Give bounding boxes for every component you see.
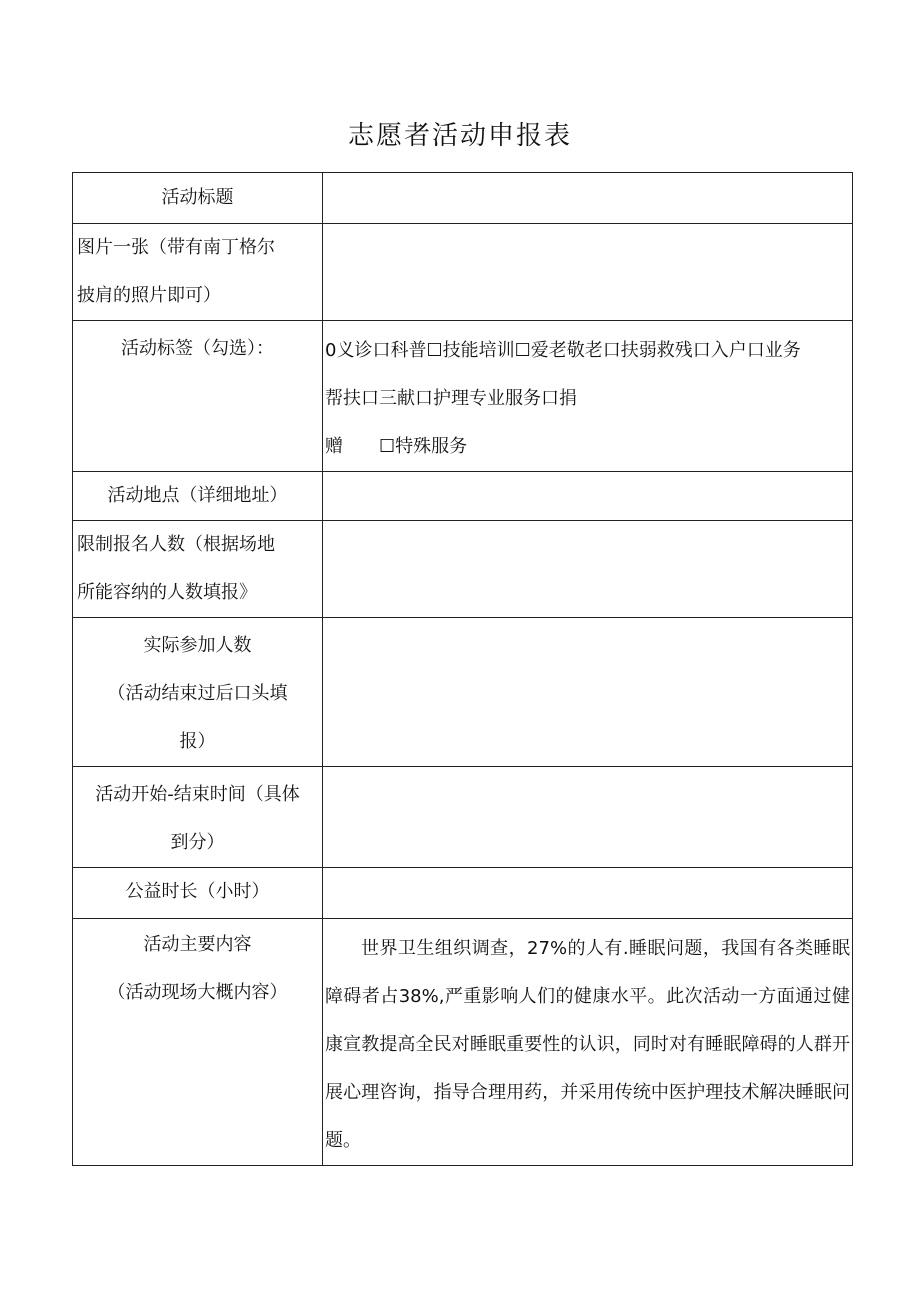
hours-label: 公益时长（小时） <box>125 881 270 902</box>
photo-label: 图片一张（带有南丁格尔 披肩的照片即可） <box>77 237 275 306</box>
time-label: 活动开始-结束时间（具体 到分） <box>95 784 300 853</box>
tags-options <box>323 321 852 471</box>
label-cell-content <box>73 919 323 1166</box>
location-label: 活动地点（详细地址） <box>107 485 288 506</box>
row-activity-title <box>73 173 853 224</box>
label-cell-time <box>73 767 323 868</box>
row-location <box>73 472 853 521</box>
limit-label: 限制报名人数（根据场地 所能容纳的人数填报》 <box>77 534 275 603</box>
application-form-table <box>72 172 853 1166</box>
tags-options-line-2[interactable]: 帮扶口三献口护理专业服务口捐 <box>325 388 577 409</box>
tags-label: 活动标签（勾选）： <box>121 338 274 359</box>
time-field[interactable] <box>323 767 853 868</box>
label-cell-actual <box>73 618 323 767</box>
row-time <box>73 767 853 868</box>
page-title: 志愿者活动申报表 <box>347 121 572 151</box>
row-hours <box>73 868 853 919</box>
activity-title-label: 活动标题 <box>161 187 234 208</box>
row-actual <box>73 618 853 767</box>
label-cell-activity-title <box>73 173 323 224</box>
label-cell-limit <box>73 521 323 618</box>
label-cell-photo <box>73 224 323 321</box>
tags-options-line-1[interactable]: 0义诊口科普☐技能培训☐爱老敬老口扶弱救残口入户口业务 <box>325 340 801 361</box>
photo-field[interactable] <box>323 224 853 321</box>
tags-field[interactable] <box>323 321 853 472</box>
tags-options-line-3[interactable]: 赠 ☐特殊服务 <box>325 436 468 457</box>
activity-title-field[interactable] <box>323 173 853 224</box>
limit-field[interactable] <box>323 521 853 618</box>
content-value: 世界卫生组织调查，27%的人有.睡眠问题，我国有各类睡眠障碍者占38%,严重影响人们的健康水平。此次活动一方面通过健康宣教提高全民对睡眠重要性的认识，同时对有睡眠障碍的人群开展心理咨询，指导合理用药，并采用传统中医护理技术解决睡眠问题。 <box>325 938 850 1151</box>
label-cell-hours <box>73 868 323 919</box>
row-tags <box>73 321 853 472</box>
actual-label: 实际参加人数 （活动结束过后口头填 报） <box>107 635 288 752</box>
row-limit <box>73 521 853 618</box>
label-cell-location <box>73 472 323 521</box>
content-field[interactable] <box>323 919 853 1166</box>
row-content <box>73 919 853 1166</box>
content-label: 活动主要内容 （活动现场大概内容） <box>107 934 288 1003</box>
actual-field[interactable] <box>323 618 853 767</box>
row-photo <box>73 224 853 321</box>
label-cell-tags <box>73 321 323 472</box>
location-field[interactable] <box>323 472 853 521</box>
hours-field[interactable] <box>323 868 853 919</box>
